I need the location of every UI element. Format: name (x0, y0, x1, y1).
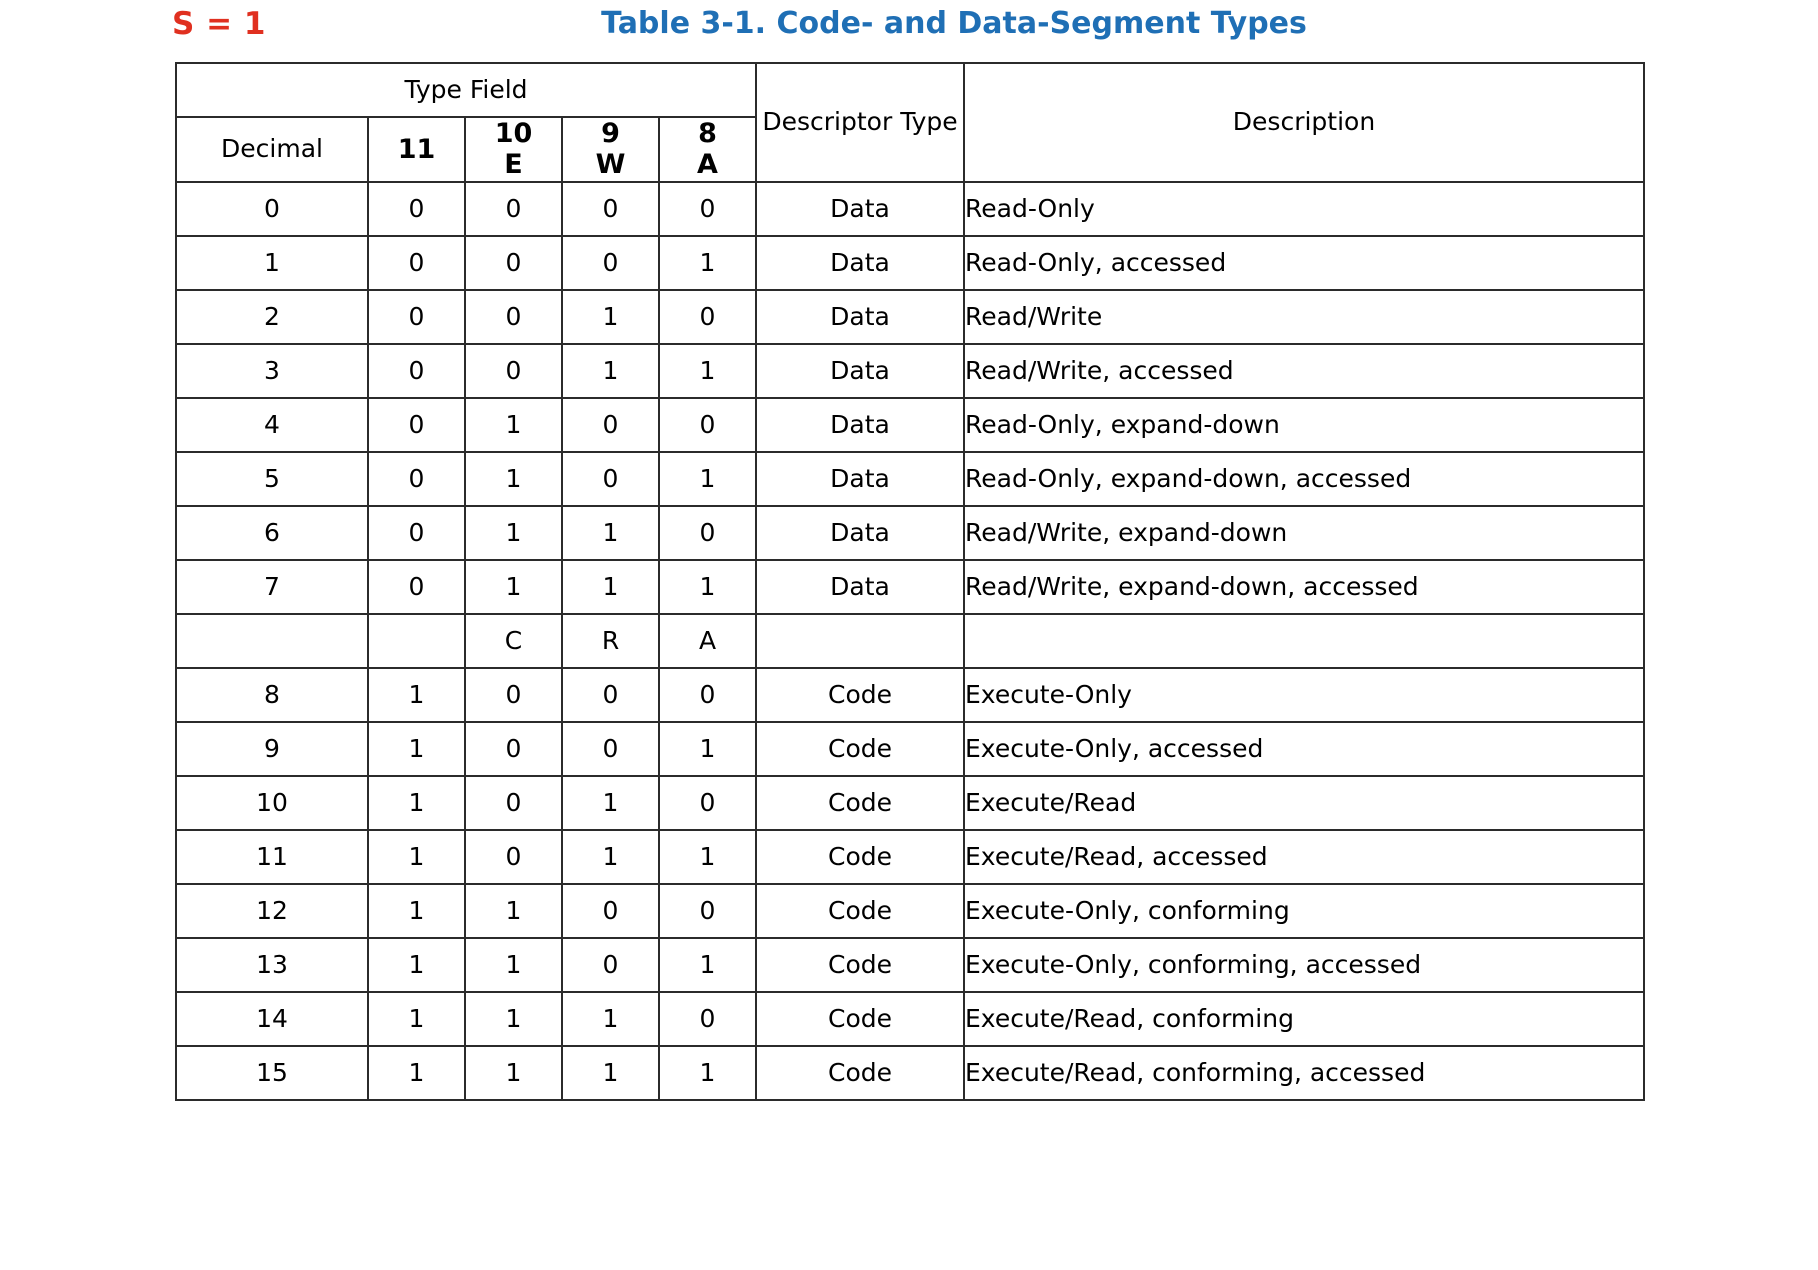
header-bit-11-number: 11 (397, 134, 436, 166)
cell-decimal: 15 (176, 1046, 368, 1100)
cell-bit-9: 1 (562, 776, 659, 830)
cell-description: Read/Write, expand-down, accessed (964, 560, 1644, 614)
cell-descriptor-type: Code (756, 992, 964, 1046)
cell-bit-11: 0 (368, 290, 465, 344)
header-bit-10 (465, 117, 562, 182)
cell-bit-9: 0 (562, 398, 659, 452)
cell-descriptor-type: Data (756, 344, 964, 398)
cell-bit-8: 0 (659, 290, 756, 344)
cell-descriptor-type: Code (756, 722, 964, 776)
cell-bit-10: 1 (465, 938, 562, 992)
table-row (176, 290, 1644, 344)
cell-bit-11: 0 (368, 560, 465, 614)
cell-bit-9: 0 (562, 182, 659, 236)
cell-description: Read/Write (964, 290, 1644, 344)
cell-decimal: 10 (176, 776, 368, 830)
cell-bit-11: 1 (368, 722, 465, 776)
segment-types-table (175, 62, 1645, 1101)
cell-bit-10: 1 (465, 992, 562, 1046)
cell-description: Read/Write, expand-down (964, 506, 1644, 560)
cell-bit-8: 1 (659, 344, 756, 398)
cell-bit-11: 0 (368, 182, 465, 236)
table-row (176, 344, 1644, 398)
cell-bit-10: 0 (465, 830, 562, 884)
header-bit-8-number: 8 (698, 118, 717, 149)
table-row (176, 884, 1644, 938)
header-descriptor-type: Descriptor Type (756, 63, 964, 182)
cell-description: Execute/Read (964, 776, 1644, 830)
cell-empty-descriptor-type (756, 614, 964, 668)
header-bit-9-letter: W (595, 149, 626, 181)
cell-bit-8: 1 (659, 1046, 756, 1100)
cell-bit-10: 0 (465, 668, 562, 722)
cell-bit-10: 0 (465, 290, 562, 344)
cell-bit-9: 0 (562, 722, 659, 776)
cell-decimal: 8 (176, 668, 368, 722)
cell-decimal: 13 (176, 938, 368, 992)
cell-bit-8: 1 (659, 722, 756, 776)
cell-bit-10: 0 (465, 722, 562, 776)
header-bit-10-letter: E (504, 149, 523, 181)
cell-bit-9: 1 (562, 344, 659, 398)
cell-bit-10: 1 (465, 398, 562, 452)
cell-bit-10: 1 (465, 452, 562, 506)
cell-bit-11: 1 (368, 776, 465, 830)
cell-descriptor-type: Code (756, 884, 964, 938)
cell-bit-11: 1 (368, 668, 465, 722)
header-bit-11 (368, 117, 465, 182)
table-title: Table 3-1. Code- and Data-Segment Types (601, 6, 1307, 41)
cell-description: Execute-Only (964, 668, 1644, 722)
cell-description: Execute-Only, conforming (964, 884, 1644, 938)
cell-description: Read/Write, accessed (964, 344, 1644, 398)
cell-descriptor-type: Code (756, 776, 964, 830)
header-bit-9 (562, 117, 659, 182)
header-decimal: Decimal (176, 117, 368, 182)
header-type-field: Type Field (176, 63, 756, 117)
cell-bit-10: 1 (465, 506, 562, 560)
cell-bit-8: 1 (659, 938, 756, 992)
cell-descriptor-type: Code (756, 938, 964, 992)
cell-description: Execute-Only, conforming, accessed (964, 938, 1644, 992)
cell-descriptor-type: Data (756, 506, 964, 560)
cell-decimal: 3 (176, 344, 368, 398)
cell-bit-11: 1 (368, 1046, 465, 1100)
cell-bit-10: 1 (465, 884, 562, 938)
cell-empty-description (964, 614, 1644, 668)
cell-bit-10: 0 (465, 182, 562, 236)
cell-bit-9: 0 (562, 668, 659, 722)
cell-decimal: 7 (176, 560, 368, 614)
table-row (176, 722, 1644, 776)
cell-decimal: 9 (176, 722, 368, 776)
table-row (176, 182, 1644, 236)
cell-bit-9: 1 (562, 290, 659, 344)
table-group-header-row (176, 63, 1644, 117)
cell-decimal: 2 (176, 290, 368, 344)
cell-bit-8: 0 (659, 776, 756, 830)
cell-decimal: 5 (176, 452, 368, 506)
cell-descriptor-type: Code (756, 1046, 964, 1100)
cell-bit-11: 0 (368, 236, 465, 290)
cell-decimal: 4 (176, 398, 368, 452)
cell-bit-10: 0 (465, 776, 562, 830)
table-row (176, 776, 1644, 830)
cell-bit-9: 1 (562, 992, 659, 1046)
cell-bit-9: 0 (562, 452, 659, 506)
cell-description: Read-Only, accessed (964, 236, 1644, 290)
cell-empty-decimal (176, 614, 368, 668)
cell-descriptor-type: Code (756, 830, 964, 884)
cell-bit-11: 1 (368, 938, 465, 992)
table-row (176, 398, 1644, 452)
cell-bit-11: 0 (368, 398, 465, 452)
header-bit-8 (659, 117, 756, 182)
cell-bit-8: 1 (659, 452, 756, 506)
cell-bit-9: 1 (562, 506, 659, 560)
cell-descriptor-type: Data (756, 290, 964, 344)
table-row (176, 992, 1644, 1046)
cell-description: Execute/Read, accessed (964, 830, 1644, 884)
cell-bit-11: 1 (368, 830, 465, 884)
table-row (176, 938, 1644, 992)
cell-bit-8: 0 (659, 398, 756, 452)
cell-bit-8: 0 (659, 992, 756, 1046)
table-row (176, 668, 1644, 722)
cell-bit-11: 1 (368, 884, 465, 938)
cell-bit-10: 0 (465, 236, 562, 290)
cell-bit-11: 1 (368, 992, 465, 1046)
cell-decimal: 0 (176, 182, 368, 236)
cell-decimal: 6 (176, 506, 368, 560)
code-bit-11-label (368, 614, 465, 668)
cell-decimal: 12 (176, 884, 368, 938)
cell-bit-8: 1 (659, 236, 756, 290)
code-bit-label-row (176, 614, 1644, 668)
s-flag-label: S = 1 (172, 6, 266, 42)
header-bit-10-number: 10 (494, 118, 533, 149)
segment-types-table-wrapper (175, 62, 1643, 1101)
cell-description: Read-Only, expand-down (964, 398, 1644, 452)
cell-descriptor-type: Data (756, 398, 964, 452)
cell-bit-8: 0 (659, 506, 756, 560)
cell-descriptor-type: Data (756, 560, 964, 614)
cell-bit-9: 0 (562, 884, 659, 938)
cell-description: Execute-Only, accessed (964, 722, 1644, 776)
header-description: Description (964, 63, 1644, 182)
cell-bit-8: 0 (659, 182, 756, 236)
header-bit-9-number: 9 (601, 118, 620, 149)
table-row (176, 236, 1644, 290)
header-bit-8-letter: A (697, 149, 718, 181)
cell-bit-8: 1 (659, 830, 756, 884)
cell-decimal: 11 (176, 830, 368, 884)
cell-bit-9: 0 (562, 236, 659, 290)
cell-descriptor-type: Data (756, 236, 964, 290)
cell-descriptor-type: Data (756, 452, 964, 506)
cell-descriptor-type: Code (756, 668, 964, 722)
table-row (176, 1046, 1644, 1100)
cell-description: Execute/Read, conforming, accessed (964, 1046, 1644, 1100)
cell-description: Read-Only, expand-down, accessed (964, 452, 1644, 506)
cell-bit-11: 0 (368, 506, 465, 560)
code-bit-10-label: C (465, 614, 562, 668)
cell-bit-8: 0 (659, 884, 756, 938)
cell-bit-9: 1 (562, 830, 659, 884)
cell-bit-9: 1 (562, 560, 659, 614)
cell-bit-9: 1 (562, 1046, 659, 1100)
cell-descriptor-type: Data (756, 182, 964, 236)
cell-bit-9: 0 (562, 938, 659, 992)
code-bit-9-label: R (562, 614, 659, 668)
cell-decimal: 14 (176, 992, 368, 1046)
cell-bit-10: 1 (465, 1046, 562, 1100)
cell-description: Read-Only (964, 182, 1644, 236)
cell-bit-11: 0 (368, 452, 465, 506)
table-row (176, 452, 1644, 506)
cell-description: Execute/Read, conforming (964, 992, 1644, 1046)
cell-bit-11: 0 (368, 344, 465, 398)
table-row (176, 560, 1644, 614)
cell-bit-8: 1 (659, 560, 756, 614)
cell-bit-10: 1 (465, 560, 562, 614)
cell-bit-10: 0 (465, 344, 562, 398)
cell-decimal: 1 (176, 236, 368, 290)
table-row (176, 506, 1644, 560)
table-row (176, 830, 1644, 884)
code-bit-8-label: A (659, 614, 756, 668)
cell-bit-8: 0 (659, 668, 756, 722)
